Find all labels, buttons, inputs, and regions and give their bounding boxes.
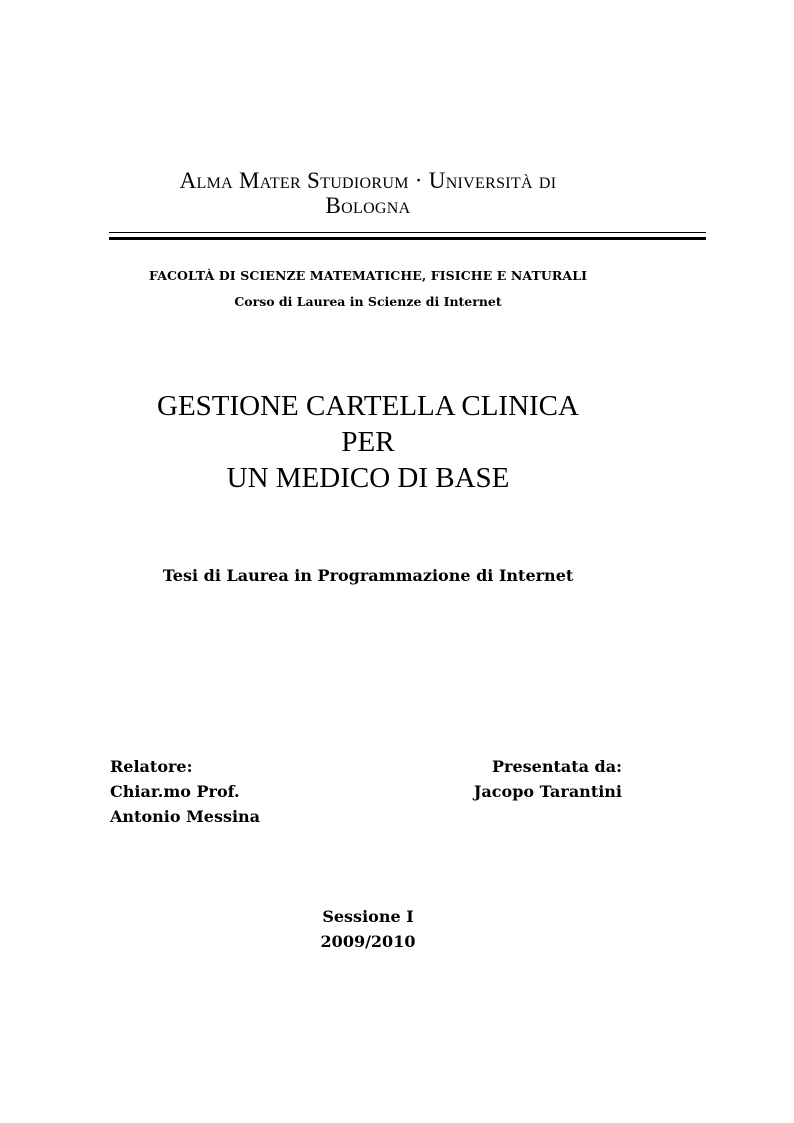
header-rule-thick bbox=[109, 237, 706, 240]
presenter-block bbox=[474, 754, 622, 804]
thesis-title bbox=[110, 388, 626, 496]
session-year: 2009/2010 bbox=[320, 932, 416, 951]
course-name: Corso di Laurea in Scienze di Internet bbox=[234, 294, 502, 309]
university-name-line1: Alma Mater Studiorum · Università di bbox=[179, 168, 557, 193]
university-name bbox=[110, 168, 626, 218]
university-name-line2: Bologna bbox=[325, 193, 411, 218]
header-rule-thin bbox=[109, 232, 706, 233]
thesis-title-line1: GESTIONE CARTELLA CLINICA bbox=[157, 390, 579, 422]
thesis-title-line2: PER bbox=[341, 426, 395, 458]
supervisor-name: Antonio Messina bbox=[110, 807, 261, 826]
thesis-type: Tesi di Laurea in Programmazione di Internet bbox=[162, 566, 574, 585]
supervisor-label: Relatore: bbox=[110, 757, 193, 776]
thesis-title-line3: UN MEDICO DI BASE bbox=[226, 462, 510, 494]
presenter-name: Jacopo Tarantini bbox=[473, 782, 622, 801]
supervisor-honorific: Chiar.mo Prof. bbox=[110, 782, 240, 801]
session-label: Sessione I bbox=[322, 907, 414, 926]
faculty-name: FACOLTÀ DI SCIENZE MATEMATICHE, FISICHE E NATURALI bbox=[148, 268, 588, 283]
presenter-label: Presentata da: bbox=[491, 757, 622, 776]
supervisor-block bbox=[110, 754, 260, 829]
session-block bbox=[110, 904, 626, 954]
